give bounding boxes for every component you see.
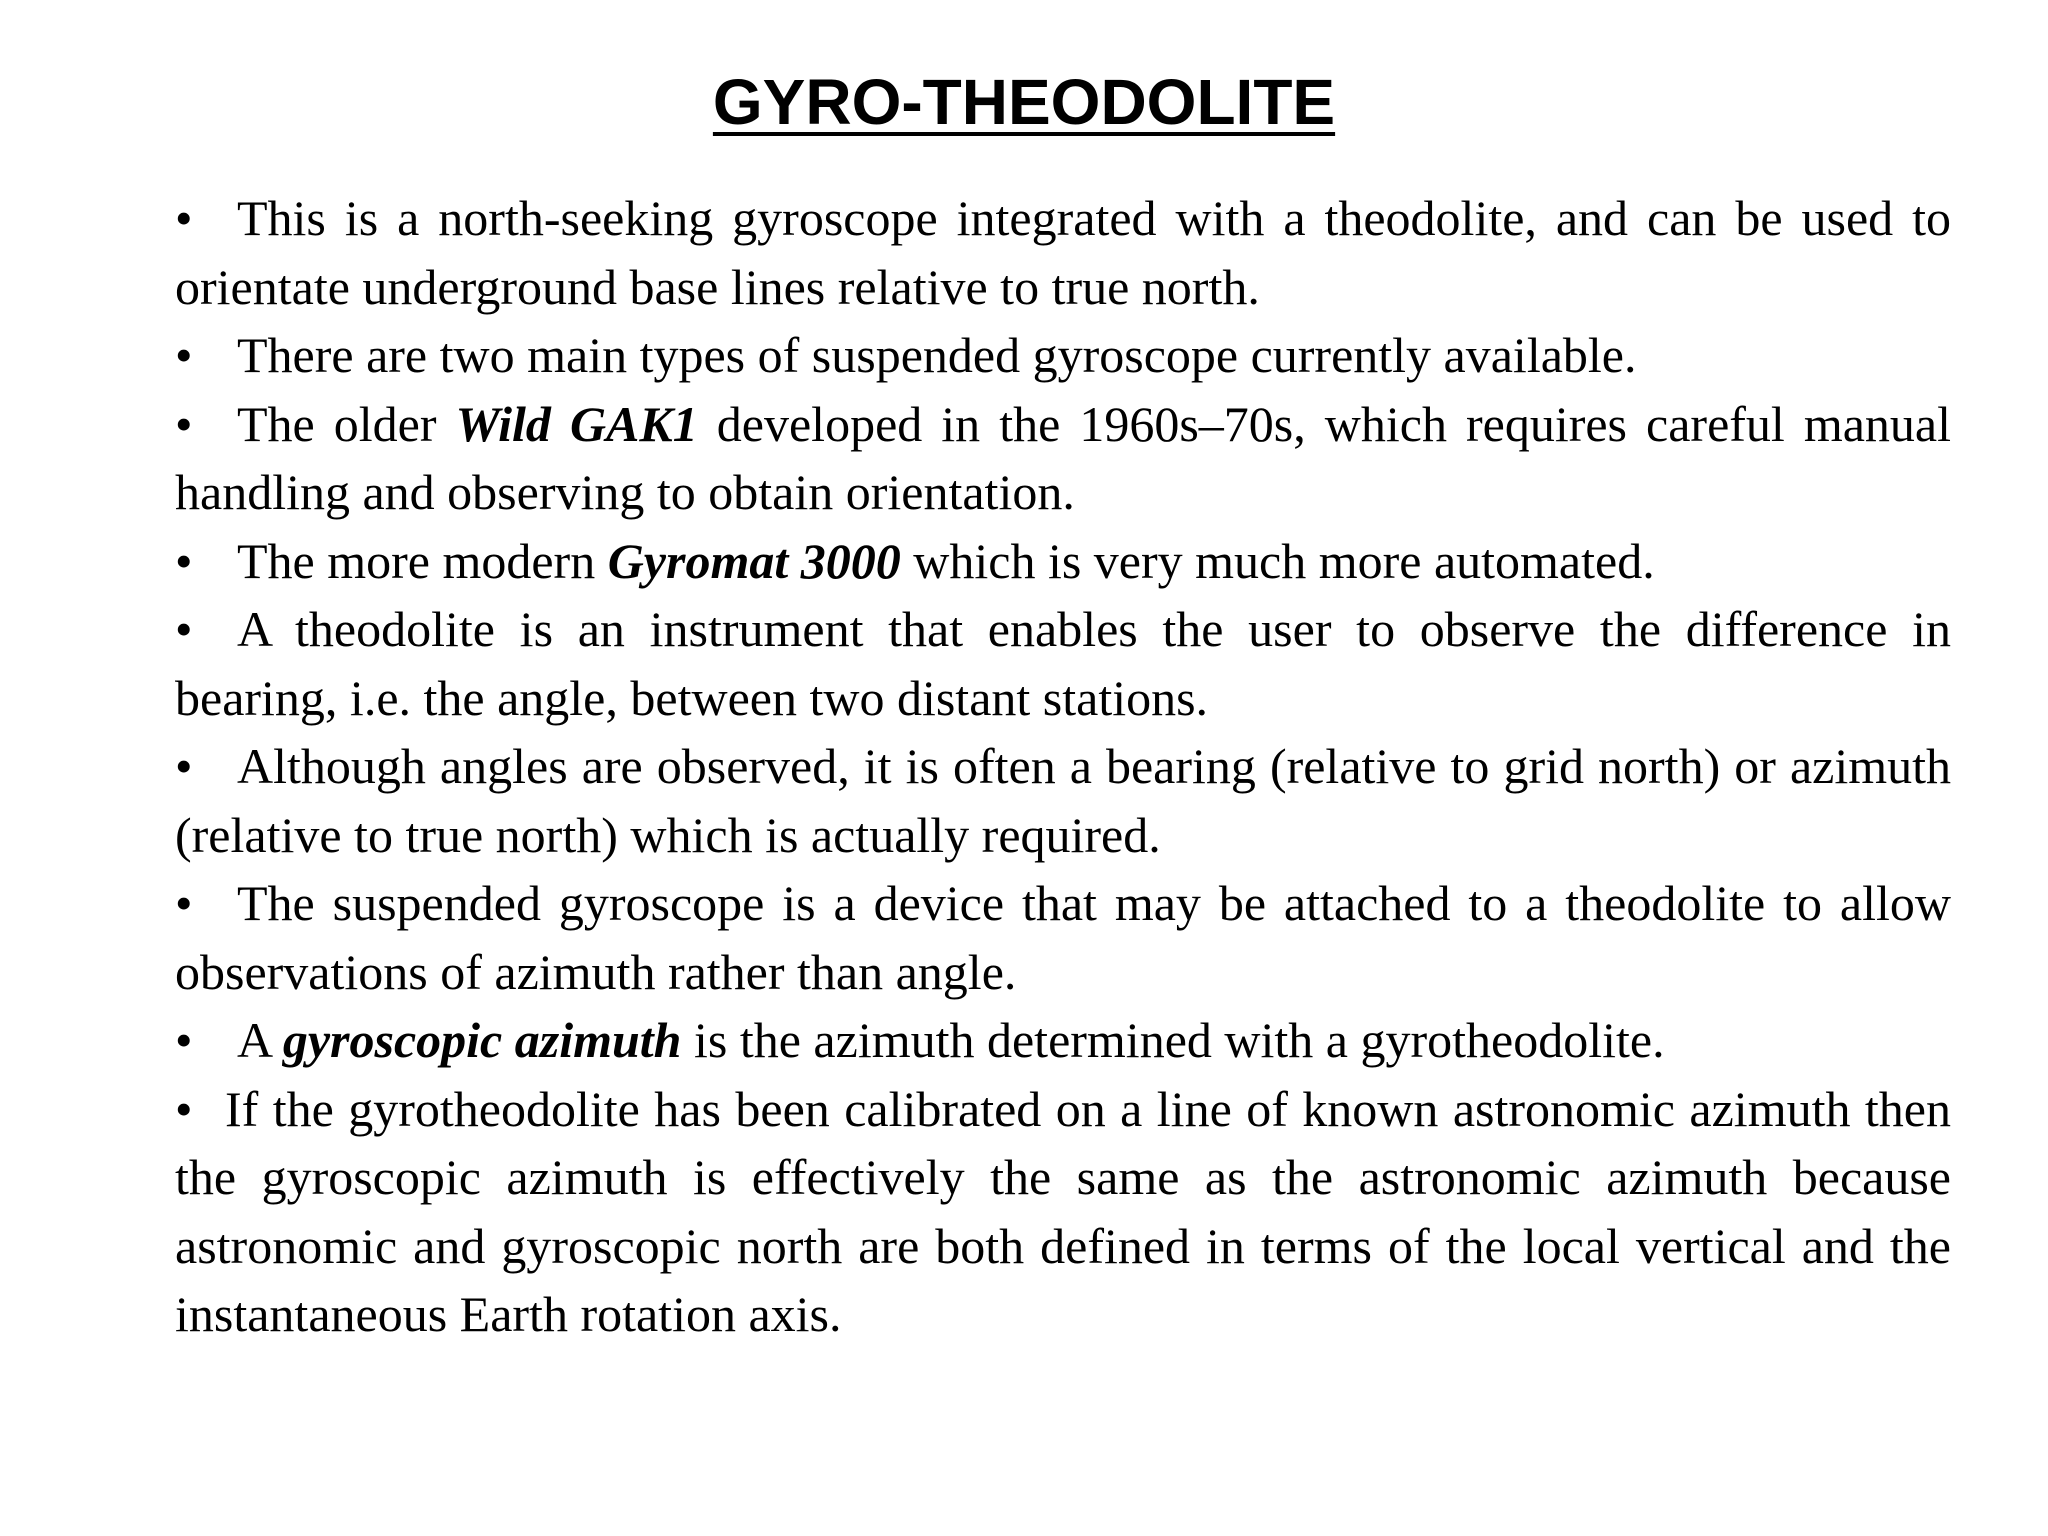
bullet-marker: •	[175, 395, 193, 452]
instrument-name-emphasis: Wild GAK1	[455, 395, 698, 452]
bullet-text: This is a north-seeking gyroscope integrated with a theodolite, and can be used to orientate underground base lines relative to true north.	[175, 190, 1951, 315]
bullet-marker: •	[175, 601, 193, 657]
slide-title: GYRO-THEODOLITE	[712, 66, 1336, 138]
bullet-text-before: The more modern	[237, 532, 608, 589]
term-emphasis: gyroscopic azimuth	[282, 1012, 682, 1068]
bullet-text-before: The older	[237, 395, 456, 452]
bullet-item	[175, 527, 1951, 596]
instrument-name-emphasis: Gyromat 3000	[607, 532, 901, 589]
bullet-marker: •	[175, 327, 193, 383]
bullet-text: Although angles are observed, it is often a bearing (relative to grid north) or azimuth (relative to true north) which is actually required.	[175, 738, 1951, 863]
bullet-item	[175, 184, 1951, 321]
bullet-item	[175, 732, 1951, 869]
bullet-text: The suspended gyroscope is a device that may be attached to a theodolite to allow observations of azimuth rather than angle.	[175, 875, 1951, 1000]
bullet-item	[175, 1075, 1951, 1349]
bullet-text-before: A	[237, 1012, 283, 1068]
bullet-item	[175, 869, 1951, 1006]
bullet-text: There are two main types of suspended gyroscope currently available.	[237, 327, 1637, 383]
bullet-marker: •	[175, 190, 193, 246]
bullet-text-after: is the azimuth determined with a gyrotheodolite.	[681, 1012, 1665, 1068]
bullet-text: A theodolite is an instrument that enables the user to observe the difference in bearing, i.e. the angle, between two distant stations.	[175, 601, 1951, 726]
bullet-item	[175, 321, 1951, 390]
bullet-item	[175, 1006, 1951, 1075]
bullet-text: If the gyrotheodolite has been calibrated on a line of known astronomic azimuth then the gyroscopic azimuth is effectively the same as the astronomic azimuth because astronomic and gyroscopic north are both defined in terms of the local vertical and the instantaneous Earth rotation axis.	[175, 1080, 1951, 1342]
bullet-marker: •	[175, 738, 193, 794]
bullet-item	[175, 390, 1951, 527]
bullet-list	[175, 184, 1951, 1349]
bullet-text-after: which is very much more automated.	[900, 532, 1655, 589]
bullet-marker: •	[175, 1080, 193, 1137]
bullet-marker: •	[175, 532, 193, 589]
bullet-text-after: developed in the 1960s–70s, which requires careful manual handling and observing to obtain orientation.	[175, 395, 1952, 520]
bullet-item	[175, 595, 1951, 732]
bullet-marker: •	[175, 875, 193, 931]
bullet-marker: •	[175, 1012, 193, 1068]
